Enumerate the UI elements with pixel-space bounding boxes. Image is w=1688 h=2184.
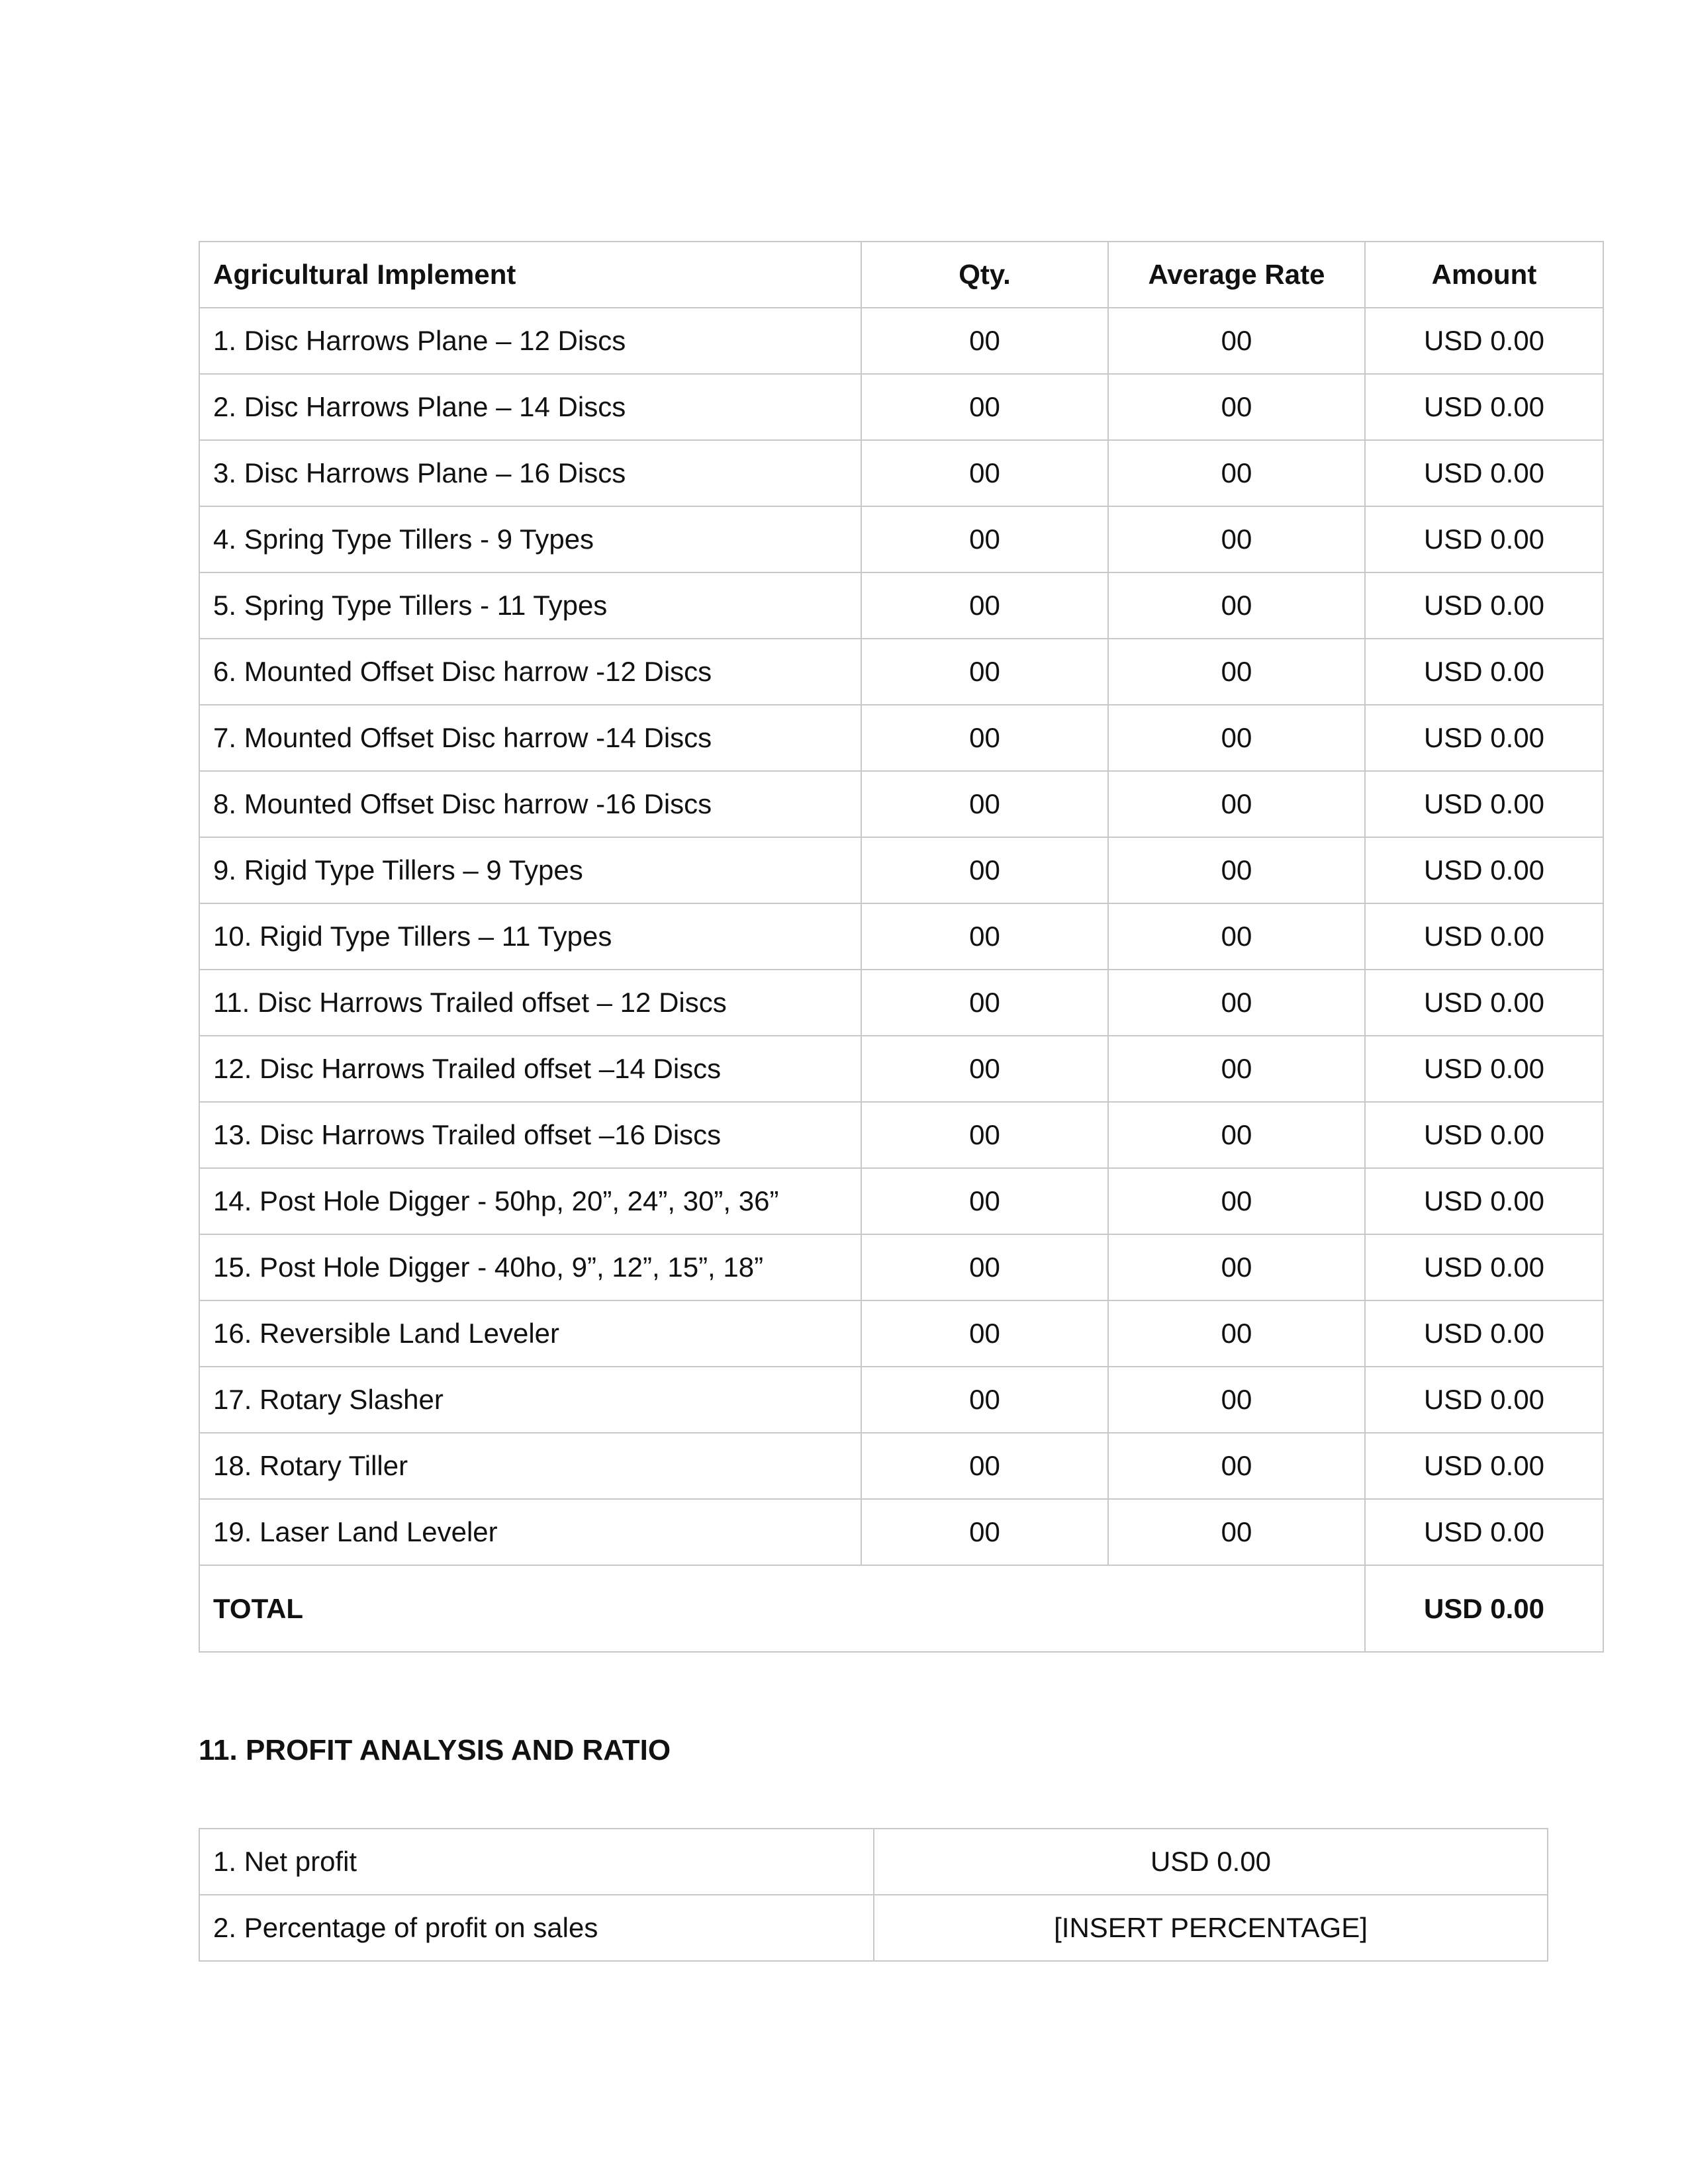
table-row xyxy=(199,1829,1548,1895)
table-row xyxy=(199,1433,1603,1499)
average-rate-cell: 00 xyxy=(1108,374,1365,440)
qty-cell: 00 xyxy=(861,1168,1108,1234)
qty-cell: 00 xyxy=(861,1102,1108,1168)
average-rate-cell: 00 xyxy=(1108,440,1365,506)
table-row xyxy=(199,1895,1548,1961)
qty-cell: 00 xyxy=(861,639,1108,705)
table-row xyxy=(199,1499,1603,1565)
implement-name-cell: 1. Disc Harrows Plane – 12 Discs xyxy=(199,308,861,374)
implements-table xyxy=(199,241,1604,1653)
average-rate-cell: 00 xyxy=(1108,970,1365,1036)
implement-name-cell: 4. Spring Type Tillers - 9 Types xyxy=(199,506,861,572)
table-row xyxy=(199,1102,1603,1168)
average-rate-cell: 00 xyxy=(1108,1433,1365,1499)
implement-name-cell: 11. Disc Harrows Trailed offset – 12 Discs xyxy=(199,970,861,1036)
amount-cell: USD 0.00 xyxy=(1365,970,1603,1036)
qty-cell: 00 xyxy=(861,1300,1108,1367)
average-rate-cell: 00 xyxy=(1108,1168,1365,1234)
implements-table-body xyxy=(199,308,1603,1565)
qty-cell: 00 xyxy=(861,572,1108,639)
average-rate-cell: 00 xyxy=(1108,1300,1365,1367)
table-row xyxy=(199,1367,1603,1433)
qty-cell: 00 xyxy=(861,1367,1108,1433)
table-row xyxy=(199,705,1603,771)
amount-cell: USD 0.00 xyxy=(1365,374,1603,440)
qty-cell: 00 xyxy=(861,837,1108,903)
implement-name-cell: 9. Rigid Type Tillers – 9 Types xyxy=(199,837,861,903)
average-rate-cell: 00 xyxy=(1108,639,1365,705)
profit-table xyxy=(199,1828,1548,1962)
qty-cell: 00 xyxy=(861,1036,1108,1102)
qty-cell: 00 xyxy=(861,374,1108,440)
table-row xyxy=(199,1234,1603,1300)
implement-name-cell: 17. Rotary Slasher xyxy=(199,1367,861,1433)
average-rate-cell: 00 xyxy=(1108,837,1365,903)
table-row xyxy=(199,374,1603,440)
implement-name-cell: 12. Disc Harrows Trailed offset –14 Discs xyxy=(199,1036,861,1102)
amount-cell: USD 0.00 xyxy=(1365,1036,1603,1102)
profit-label-cell: 1. Net profit xyxy=(199,1829,874,1895)
average-rate-cell: 00 xyxy=(1108,1367,1365,1433)
implement-name-cell: 5. Spring Type Tillers - 11 Types xyxy=(199,572,861,639)
amount-cell: USD 0.00 xyxy=(1365,308,1603,374)
average-rate-cell: 00 xyxy=(1108,1036,1365,1102)
profit-value-cell: [INSERT PERCENTAGE] xyxy=(874,1895,1548,1961)
table-row xyxy=(199,308,1603,374)
amount-cell: USD 0.00 xyxy=(1365,506,1603,572)
average-rate-cell: 00 xyxy=(1108,771,1365,837)
amount-cell: USD 0.00 xyxy=(1365,705,1603,771)
qty-cell: 00 xyxy=(861,1433,1108,1499)
amount-cell: USD 0.00 xyxy=(1365,1234,1603,1300)
profit-value-cell: USD 0.00 xyxy=(874,1829,1548,1895)
amount-cell: USD 0.00 xyxy=(1365,440,1603,506)
table-row xyxy=(199,903,1603,970)
qty-cell: 00 xyxy=(861,771,1108,837)
implement-name-cell: 15. Post Hole Digger - 40ho, 9”, 12”, 15”, 18” xyxy=(199,1234,861,1300)
average-rate-cell: 00 xyxy=(1108,308,1365,374)
implement-name-cell: 18. Rotary Tiller xyxy=(199,1433,861,1499)
amount-cell: USD 0.00 xyxy=(1365,1168,1603,1234)
table-row xyxy=(199,639,1603,705)
qty-cell: 00 xyxy=(861,1499,1108,1565)
header-average-rate: Average Rate xyxy=(1108,242,1365,308)
average-rate-cell: 00 xyxy=(1108,506,1365,572)
profit-table-body xyxy=(199,1829,1548,1961)
amount-cell: USD 0.00 xyxy=(1365,903,1603,970)
implement-name-cell: 13. Disc Harrows Trailed offset –16 Discs xyxy=(199,1102,861,1168)
table-row xyxy=(199,1036,1603,1102)
total-amount: USD 0.00 xyxy=(1365,1565,1603,1652)
implement-name-cell: 8. Mounted Offset Disc harrow -16 Discs xyxy=(199,771,861,837)
table-header-row xyxy=(199,242,1603,308)
amount-cell: USD 0.00 xyxy=(1365,639,1603,705)
implement-name-cell: 7. Mounted Offset Disc harrow -14 Discs xyxy=(199,705,861,771)
profit-label-cell: 2. Percentage of profit on sales xyxy=(199,1895,874,1961)
implement-name-cell: 16. Reversible Land Leveler xyxy=(199,1300,861,1367)
implement-name-cell: 10. Rigid Type Tillers – 11 Types xyxy=(199,903,861,970)
amount-cell: USD 0.00 xyxy=(1365,1367,1603,1433)
average-rate-cell: 00 xyxy=(1108,572,1365,639)
table-row xyxy=(199,771,1603,837)
header-amount: Amount xyxy=(1365,242,1603,308)
header-implement: Agricultural Implement xyxy=(199,242,861,308)
qty-cell: 00 xyxy=(861,903,1108,970)
table-row xyxy=(199,506,1603,572)
table-row xyxy=(199,970,1603,1036)
average-rate-cell: 00 xyxy=(1108,1234,1365,1300)
average-rate-cell: 00 xyxy=(1108,1499,1365,1565)
amount-cell: USD 0.00 xyxy=(1365,572,1603,639)
table-row xyxy=(199,837,1603,903)
amount-cell: USD 0.00 xyxy=(1365,837,1603,903)
qty-cell: 00 xyxy=(861,506,1108,572)
amount-cell: USD 0.00 xyxy=(1365,1102,1603,1168)
amount-cell: USD 0.00 xyxy=(1365,1499,1603,1565)
amount-cell: USD 0.00 xyxy=(1365,771,1603,837)
table-row xyxy=(199,1300,1603,1367)
qty-cell: 00 xyxy=(861,705,1108,771)
header-qty: Qty. xyxy=(861,242,1108,308)
implement-name-cell: 3. Disc Harrows Plane – 16 Discs xyxy=(199,440,861,506)
total-label: TOTAL xyxy=(199,1565,1365,1652)
qty-cell: 00 xyxy=(861,308,1108,374)
average-rate-cell: 00 xyxy=(1108,1102,1365,1168)
table-row xyxy=(199,572,1603,639)
amount-cell: USD 0.00 xyxy=(1365,1433,1603,1499)
qty-cell: 00 xyxy=(861,440,1108,506)
implement-name-cell: 2. Disc Harrows Plane – 14 Discs xyxy=(199,374,861,440)
qty-cell: 00 xyxy=(861,970,1108,1036)
implement-name-cell: 19. Laser Land Leveler xyxy=(199,1499,861,1565)
average-rate-cell: 00 xyxy=(1108,903,1365,970)
qty-cell: 00 xyxy=(861,1234,1108,1300)
implement-name-cell: 14. Post Hole Digger - 50hp, 20”, 24”, 30”, 36” xyxy=(199,1168,861,1234)
amount-cell: USD 0.00 xyxy=(1365,1300,1603,1367)
implement-name-cell: 6. Mounted Offset Disc harrow -12 Discs xyxy=(199,639,861,705)
total-row xyxy=(199,1565,1603,1652)
table-row xyxy=(199,1168,1603,1234)
average-rate-cell: 00 xyxy=(1108,705,1365,771)
section-title: 11. PROFIT ANALYSIS AND RATIO xyxy=(199,1734,671,1766)
table-row xyxy=(199,440,1603,506)
